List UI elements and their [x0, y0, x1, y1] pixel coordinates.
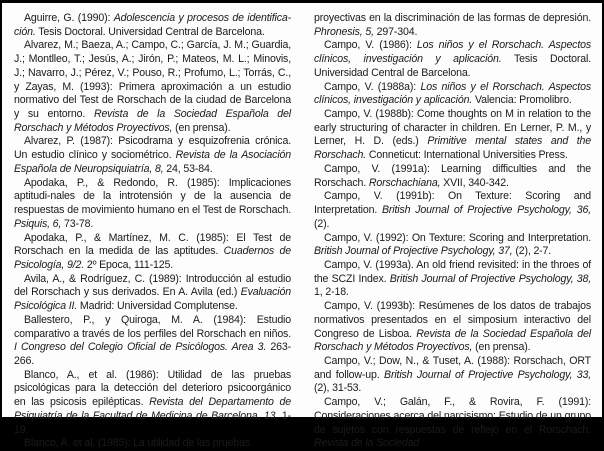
- reference-text: Aguirre, G. (1990):: [24, 12, 114, 24]
- reference-source-italic: Rorschachiana,: [368, 176, 441, 189]
- reference-text: Campo, V. (1993a). An old friend revisited: in the throes of the SCZI Index.: [314, 258, 591, 285]
- reference-source-italic: British Journal of Projective Psychology, 36,: [382, 204, 591, 217]
- reference-text: 263-266.: [14, 341, 291, 367]
- reference-text: Alvarez, P. (1987): Psicodrama y esquizofrenia crónica. Un estudio clínico y sociométrico.: [14, 135, 291, 162]
- reference-text: Tesis Doctoral. Universidad Central de Barcelona.: [35, 25, 265, 38]
- reference-source-italic: Revista de la Sociedad Española del Rorschach y Métodos Proyectivos,: [314, 327, 591, 354]
- reference-text: Apodaka, P., & Martínez, M. C. (1985): El Test de Rorschach en la medida de las aptitudes.: [14, 231, 291, 258]
- reference-text: Conneticut: International Universities Press.: [366, 149, 568, 162]
- reference-text: XVII, 340-342.: [440, 176, 509, 189]
- reference-source-italic: Psiquis, 6,: [14, 217, 62, 230]
- reference-entry: [14, 135, 291, 176]
- reference-column-left: [14, 12, 291, 451]
- reference-source-italic: Los niños y el Rorschach. Aspectos clínicos, investigación y aplicación.: [314, 80, 591, 107]
- reference-text: Campo, V. (1991b): On Texture: Scoring and Interpretation.: [314, 190, 591, 217]
- reference-source-italic: Revista de la Sociedad: [314, 437, 420, 450]
- reference-text: Avila, A., & Rodríguez, C. (1989): Introducción al estudio del Rorschach y sus derivados. En A. Avila (ed.): [14, 272, 291, 299]
- reference-entry: [14, 177, 291, 232]
- reference-entry: [314, 12, 591, 39]
- reference-source-italic: Revista del Departamento de Psiquiatría de la Facultad de Medicina de Barcelona, 13,: [14, 396, 291, 422]
- reference-text: Campo, V. (1988b): Come thoughts on M in relation to the early structuring of character in children. En Lerner, P. M., y Lerner, H. D. (eds.): [314, 108, 591, 148]
- reference-text: 297-304.: [373, 25, 418, 38]
- reference-text: Campo, V. (1988a):: [324, 80, 421, 93]
- reference-text: Blanco, A. et al. (1985): La utilidad de las pruebas: [24, 437, 251, 450]
- reference-entry: [14, 369, 291, 438]
- scanned-page: [2, 3, 602, 450]
- reference-entry: [314, 39, 591, 80]
- reference-source-italic: Adolescencia y procesos de identifica-ción.: [14, 12, 291, 38]
- reference-source-italic: Evaluación Psicológica II.: [14, 286, 291, 313]
- reference-entry: [314, 259, 591, 300]
- reference-entry: [314, 232, 591, 259]
- reference-entry: [14, 273, 291, 314]
- reference-text: (2), 31-53.: [314, 382, 362, 395]
- reference-source-italic: British Journal of Projective Psychology, 38,: [389, 272, 591, 285]
- reference-text: 2º Epoca, 111-125.: [84, 258, 174, 271]
- reference-text: (en prensa).: [472, 341, 531, 354]
- reference-entry: [314, 108, 591, 163]
- reference-text: Ballestero, P., y Quiroga, M. A. (1984): Estudio comparativo a través de los perfiles del Rorschach en niños.: [14, 313, 291, 340]
- reference-text: Valencia: Promolibro.: [472, 94, 572, 107]
- reference-entry: [314, 300, 591, 355]
- reference-source-italic: Revista de la Sociedad Española del Rorschach y Métodos Proyectivos,: [14, 108, 291, 134]
- reference-text: Alvarez, M.; Baeza, A.; Campo, C.; García, J. M.; Guardia, J.; Montlleo, T.; Jesús, A.; Jirón, P.; Mateos, M. L.; Minovis, J.; Navarro, J.; Pérez, V.; Pouso, R.; Profumo, L.; Torrás, C., y Zayas, M. (1993): Primera aproximación a un estudio normativo del Test de Rorschach de la ciudad de Barcelona y su entorno.: [14, 39, 291, 121]
- reference-entry: [14, 39, 291, 135]
- reference-text: Campo, V. (1992): On Texture: Scoring and Interpretation.: [324, 231, 591, 244]
- reference-text: Tesis Doctoral. Universidad Central de Barcelona.: [314, 53, 591, 79]
- reference-entry: [314, 163, 591, 190]
- reference-source-italic: Los niños y el Rorschach. Aspectos clínicos, investigación y aplicación.: [314, 39, 592, 66]
- reference-entry: [14, 12, 291, 39]
- reference-text: Campo, V. (1986):: [324, 39, 417, 52]
- reference-text: Campo, V.; Dow, N., & Tuset, A. (1988): Rorschach, ORT and follow-up.: [314, 354, 591, 381]
- reference-source-italic: Phronesis, 5,: [314, 25, 374, 38]
- reference-source-italic: British Journal of Projective Psychology, 33,: [384, 368, 591, 381]
- reference-source-italic: Primitive mental states and the Rorschach.: [314, 135, 592, 162]
- reference-text: Campo, V. (1993b): Resúmenes de los datos de trabajos normativos presentados en el simposium interactivo del Congreso de Lisboa.: [314, 300, 591, 340]
- reference-text: (2), 2-7.: [512, 245, 552, 258]
- reference-entry: [14, 437, 291, 451]
- reference-text: Apodaka, P., & Redondo, R. (1985): Implicaciones aptitudi-nales de la introtensión y de la ausencia de respuestas de movimiento humano en el Test de Rorschach.: [14, 176, 291, 217]
- reference-entry: [314, 396, 591, 451]
- reference-entry: [14, 232, 291, 273]
- reference-text: Blanco, A., et al. (1986): Utilidad de las pruebas psicológicas para la detección del deterioro psicoorgánico en las psicosis epilépticas.: [14, 368, 291, 409]
- reference-text: proyectivas en la discriminación de las formas de depresión.: [314, 12, 591, 24]
- reference-text: 1-19.: [14, 409, 291, 436]
- reference-text: 24, 53-84.: [163, 162, 213, 175]
- reference-source-italic: I Congreso del Colegio Oficial de Psicólogos. Area 3.: [14, 341, 267, 354]
- reference-entry: [314, 355, 591, 396]
- reference-text: Campo, V. (1991a): Learning difficulties and the Rorschach.: [314, 162, 591, 189]
- reference-text: 73-78.: [61, 217, 94, 230]
- reference-column-right: [314, 12, 591, 451]
- reference-text: (en prensa).: [172, 121, 231, 134]
- reference-text: Madrid: Universidad Complutense.: [77, 300, 238, 313]
- reference-text: (2).: [314, 217, 330, 230]
- reference-entry: [14, 314, 291, 369]
- reference-source-italic: Revista de la Asociación Española de Neuropsiquiatría, 8,: [14, 149, 292, 175]
- reference-text: Campo, V.; Galán, F., & Rovira, F. (1991): Consideraciones acerca del narcisismo: Estudio de un grupo de sujetos con respuestas de reflejo en el Rorschach.: [314, 396, 591, 436]
- reference-text: 1, 2-18.: [314, 286, 349, 299]
- reference-source-italic: Cuadernos de Psicología, 9/2.: [14, 245, 291, 271]
- reference-entry: [314, 81, 591, 108]
- reference-entry: [314, 190, 591, 231]
- reference-source-italic: British Journal of Projective Psychology, 37,: [314, 245, 513, 258]
